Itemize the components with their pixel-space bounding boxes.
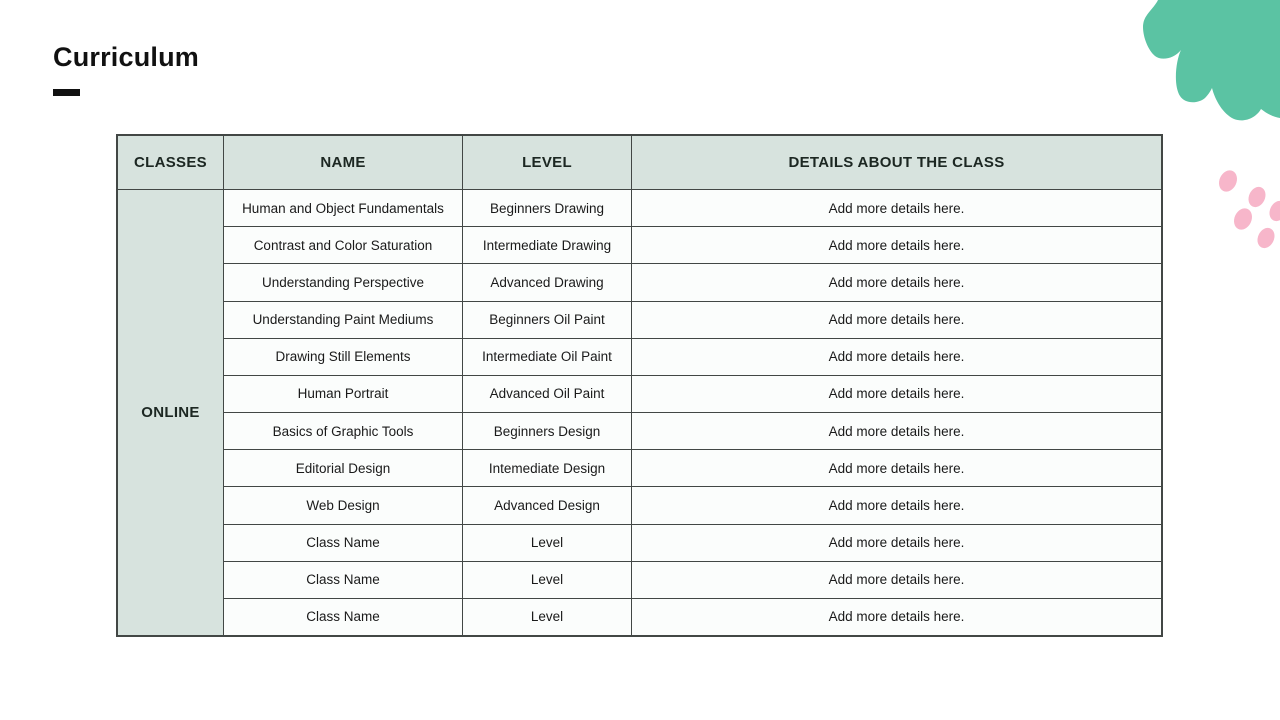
cell-class-details: Add more details here. [828, 349, 965, 365]
cell-class-level: Advanced Drawing [463, 264, 632, 300]
cell-class-name: Human and Object Fundamentals [224, 190, 463, 226]
cell-class-level: Level [463, 599, 632, 635]
table-row [224, 302, 1161, 339]
cell-class-details: Add more details here. [828, 386, 965, 402]
cell-class-level: Intemediate Design [463, 450, 632, 486]
cell-class-details: Add more details here. [828, 572, 965, 588]
cell-class-name: Drawing Still Elements [224, 339, 463, 375]
table-row [224, 562, 1161, 599]
cell-class-level: Beginners Oil Paint [463, 302, 632, 338]
cell-class-details: Add more details here. [828, 497, 965, 513]
cell-class-name: Understanding Paint Mediums [224, 302, 463, 338]
cell-class-level: Beginners Drawing [463, 190, 632, 226]
title-underline [53, 89, 80, 96]
table-body-rows [224, 190, 1161, 635]
table-row [224, 227, 1161, 264]
teal-blob-icon [1130, 0, 1280, 130]
cell-class-name: Contrast and Color Saturation [224, 227, 463, 263]
cell-class-level: Intermediate Drawing [463, 227, 632, 263]
cell-class-details: Add more details here. [828, 460, 965, 476]
cell-class-level: Advanced Oil Paint [463, 376, 632, 412]
header-cell-details: DETAILS ABOUT THE CLASS [788, 154, 1005, 171]
table-row [224, 376, 1161, 413]
table-row [224, 525, 1161, 562]
cell-class-details: Add more details here. [828, 423, 965, 439]
header-cell-level: LEVEL [463, 136, 632, 189]
cell-class-level: Level [463, 562, 632, 598]
table-header-row [118, 136, 1161, 190]
curriculum-table [116, 134, 1163, 637]
cell-class-name: Web Design [224, 487, 463, 523]
header-cell-classes: CLASSES [118, 136, 224, 189]
table-body [118, 190, 1161, 635]
cell-class-level: Level [463, 525, 632, 561]
cell-class-name: Human Portrait [224, 376, 463, 412]
header-cell-name: NAME [224, 136, 463, 189]
cell-class-name: Editorial Design [224, 450, 463, 486]
table-row [224, 487, 1161, 524]
cell-class-details: Add more details here. [828, 274, 965, 290]
cell-class-name: Basics of Graphic Tools [224, 413, 463, 449]
cell-class-level: Advanced Design [463, 487, 632, 523]
table-row [224, 190, 1161, 227]
page-title: Curriculum [53, 42, 200, 72]
cell-class-level: Intermediate Oil Paint [463, 339, 632, 375]
cell-class-details: Add more details here. [828, 237, 965, 253]
table-row [224, 339, 1161, 376]
table-row [224, 413, 1161, 450]
table-row [224, 264, 1161, 301]
group-cell-online: ONLINE [118, 190, 224, 635]
cell-class-name: Class Name [224, 562, 463, 598]
cell-class-details: Add more details here. [828, 200, 965, 216]
table-row [224, 450, 1161, 487]
cell-class-name: Class Name [224, 599, 463, 635]
cell-class-name: Class Name [224, 525, 463, 561]
cell-class-details: Add more details here. [828, 312, 965, 328]
cell-class-level: Beginners Design [463, 413, 632, 449]
cell-class-details: Add more details here. [828, 609, 965, 625]
pink-dots-icon [1165, 155, 1280, 270]
table-row [224, 599, 1161, 635]
cell-class-name: Understanding Perspective [224, 264, 463, 300]
cell-class-details: Add more details here. [828, 535, 965, 551]
